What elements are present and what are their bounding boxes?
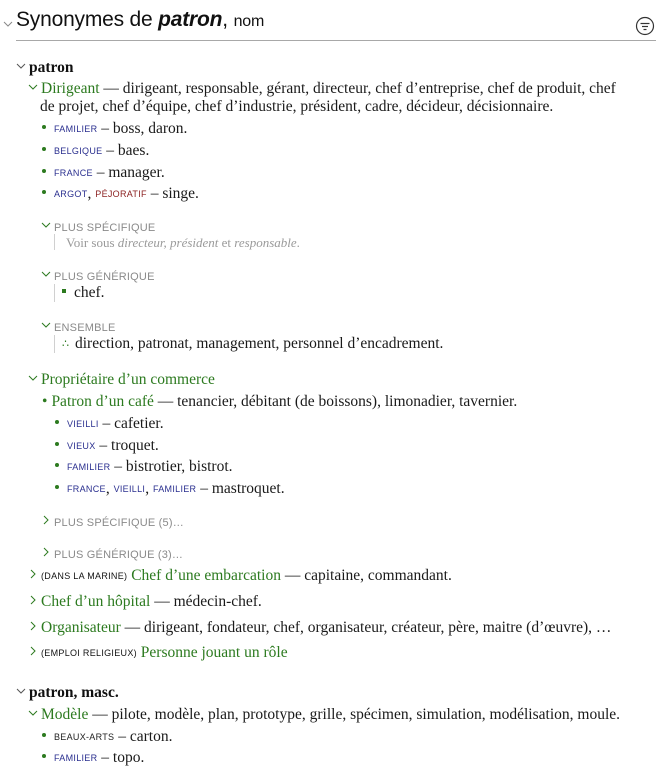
section-rule [54, 284, 55, 302]
chevron-down-icon[interactable] [28, 82, 38, 92]
section-label: PLUS SPÉCIFIQUE [54, 222, 156, 234]
domain-tag: (DANS LA MARINE) [41, 571, 128, 581]
variant-item: BELGIQUE – baes. [42, 141, 149, 161]
see-and: et [218, 235, 235, 250]
usage-tag: VIEILLI [67, 419, 99, 429]
chevron-right-icon [41, 515, 51, 525]
variant-item: FAMILIER – bistrotier, bistrot. [55, 457, 233, 477]
bullet-icon: • [42, 393, 48, 410]
bullet-icon [42, 733, 46, 737]
see-also-note [66, 233, 300, 253]
variant-words: mastroquet. [211, 480, 285, 497]
bullet-icon [55, 442, 59, 446]
filter-icon[interactable] [635, 16, 655, 36]
domain-tag: (EMPLOI RELIGIEUX) [41, 648, 137, 658]
title-pos: nom [233, 13, 265, 30]
section-rule [54, 335, 55, 353]
usage-tag: BEAUX-ARTS [54, 732, 115, 742]
see-last-link[interactable]: responsable [234, 235, 297, 250]
variant-words: singe. [162, 185, 199, 202]
variant-words: troquet. [111, 437, 159, 454]
see-end: . [296, 235, 300, 250]
bullet-icon [42, 190, 46, 194]
section-label: PLUS SPÉCIFIQUE (5)… [54, 517, 184, 529]
ensemble-words: direction, patronat, management, personnel d’encadrement. [75, 335, 444, 352]
title-word: patron [158, 8, 223, 31]
variant-item: FRANCE, VIEILLI, FAMILIER – mastroquet. [55, 479, 285, 499]
dash: — [99, 80, 123, 97]
page-header [0, 0, 669, 44]
variant-item: VIEILLI – cafetier. [55, 414, 164, 434]
section-label: PLUS GÉNÉRIQUE (3)… [54, 549, 184, 561]
chevron-down-icon [41, 269, 51, 279]
group-organisateur[interactable] [28, 618, 611, 638]
group-label-link: Chef d’un hôpital [41, 593, 151, 610]
header-divider [16, 40, 656, 41]
group-label-link: Organisateur [41, 619, 121, 636]
sense-heading-patron[interactable] [16, 58, 74, 78]
bullet-icon [42, 147, 46, 151]
variant-words: cafetier. [114, 415, 164, 432]
usage-tag: VIEUX [67, 441, 96, 451]
generic-words: chef. [74, 284, 105, 301]
bullet-icon [55, 463, 59, 467]
group-label-link: Chef d’une embarcation [131, 567, 281, 584]
subgroup-patron-cafe [42, 392, 517, 412]
more-generic-collapsed[interactable] [41, 544, 183, 565]
variant-item: VIEUX – troquet. [55, 436, 159, 456]
chevron-down-icon [28, 373, 38, 383]
chevron-right-icon [28, 621, 38, 631]
chevron-down-icon [41, 220, 51, 230]
chevron-right-icon [41, 547, 51, 557]
usage-tag: FRANCE [54, 168, 93, 178]
dash: — [280, 567, 305, 584]
synonyms-line: capitaine, commandant. [304, 567, 452, 584]
usage-tag: FAMILIER [54, 753, 98, 763]
variant-words: boss, daron. [112, 120, 188, 137]
square-bullet-icon [62, 289, 66, 293]
title-prefix: Synonymes de [16, 8, 159, 31]
therefore-icon: ∴ [62, 338, 69, 350]
variant-item: BEAUX-ARTS – carton. [42, 727, 172, 747]
group-label-link: Propriétaire d’un commerce [41, 371, 215, 388]
synonyms-line: médecin-chef. [173, 593, 262, 610]
usage-tag: FAMILIER [67, 462, 111, 472]
usage-tag: PÉJORATIF [95, 189, 147, 199]
bullet-icon [42, 169, 46, 173]
chevron-down-icon [16, 61, 26, 71]
sense-heading-label: patron [29, 59, 74, 76]
bullet-icon [55, 420, 59, 424]
usage-tag: FAMILIER [152, 484, 197, 494]
generic-item [62, 283, 105, 303]
section-label: ENSEMBLE [54, 322, 116, 334]
section-rule [54, 234, 55, 250]
variant-words: topo. [112, 749, 145, 766]
variant-words: baes. [117, 142, 150, 159]
variant-words: manager. [108, 164, 165, 181]
group-proprietaire[interactable] [28, 370, 215, 390]
collapse-chevron-icon[interactable] [3, 16, 13, 26]
dash: — [120, 619, 145, 636]
chevron-down-icon [16, 686, 26, 696]
group-chef-hopital[interactable] [28, 592, 262, 612]
section-label: PLUS GÉNÉRIQUE [54, 271, 155, 283]
more-specific-collapsed[interactable] [41, 512, 184, 533]
dash: — [153, 393, 178, 410]
usage-tag: ARGOT [54, 189, 88, 199]
variant-item: FAMILIER – topo. [42, 748, 144, 768]
see-terms-link[interactable]: directeur, président [117, 235, 219, 250]
bullet-icon [42, 125, 46, 129]
group-personne-role[interactable] [28, 643, 288, 663]
usage-tag: FAMILIER [54, 124, 98, 134]
usage-tag: BELGIQUE [54, 146, 103, 156]
group-modele [28, 705, 620, 725]
chevron-right-icon [28, 595, 38, 605]
group-chef-embarcation[interactable] [28, 566, 452, 586]
dash: — [88, 706, 112, 723]
bullet-icon [55, 485, 59, 489]
ensemble-item [62, 334, 443, 354]
synonyms-line-continued: de projet, chef d’équipe, chef d’industrie, président, cadre, décideur, décisionnaire. [40, 98, 554, 115]
sense-heading-patron-masc[interactable] [16, 683, 119, 703]
variant-words: bistrotier, bistrot. [125, 458, 233, 475]
title-sep: , [222, 8, 234, 31]
variant-words: carton. [129, 728, 173, 745]
variant-item: FRANCE – manager. [42, 163, 165, 183]
usage-tag: VIEILLI [113, 484, 146, 494]
synonyms-line: pilote, modèle, plan, prototype, grille, spécimen, simulation, modélisation, moule. [111, 706, 620, 723]
group-label-link[interactable]: Modèle [41, 706, 89, 723]
subgroup-label-link[interactable]: Patron d’un café [51, 393, 154, 410]
variant-item: ARGOT, PÉJORATIF – singe. [42, 184, 199, 204]
sense-heading-label: patron, masc. [29, 684, 119, 701]
synonyms-line: dirigeant, responsable, gérant, directeur, chef d’entreprise, chef de produit, chef [122, 80, 616, 97]
see-prefix: Voir sous [66, 235, 118, 250]
bullet-icon [42, 754, 46, 758]
dash: — [150, 593, 174, 610]
chevron-right-icon [28, 569, 38, 579]
chevron-down-icon [41, 320, 51, 330]
variant-item: FAMILIER – boss, daron. [42, 119, 187, 139]
synonyms-line: tenancier, débitant (de boissons), limonadier, tavernier. [177, 393, 518, 410]
chevron-down-icon[interactable] [28, 708, 38, 718]
group-label-link: Personne jouant un rôle [140, 644, 288, 661]
chevron-right-icon [28, 646, 38, 656]
usage-tag: FRANCE [67, 484, 106, 494]
synonyms-line: dirigeant, fondateur, chef, organisateur, créateur, père, maitre (d’œuvre), … [144, 619, 612, 636]
group-dirigeant [28, 79, 616, 99]
page-title [16, 8, 264, 32]
group-label-link[interactable]: Dirigeant [41, 80, 100, 97]
